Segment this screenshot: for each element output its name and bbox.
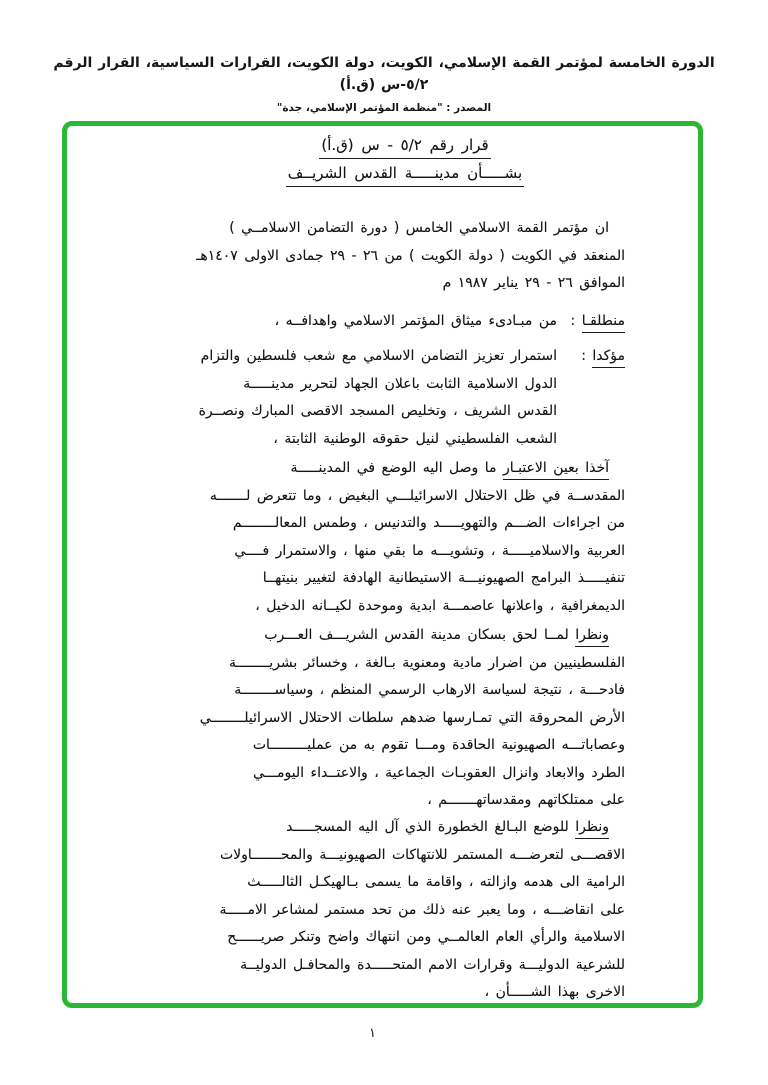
text-line: ونظرا للوضع البـالغ الخطورة الذي آل اليه المسجـــــد — [95, 814, 625, 842]
text-line: وعصاباتـــه الصهيونية الحاقدة ومـــا تقوم به من عمليـــــــــات — [252, 737, 625, 753]
text-line: الموافق ٢٦ - ٢٩ يناير ١٩٨٧ م — [442, 275, 625, 291]
text-line: فادحـــة ، نتيجة لسياسة الارهاب الرسمي المنظم ، وسياســــــــة — [234, 682, 625, 698]
header-citation-line: الدورة الخامسة لمؤتمر القمة الإسلامي، الكويت، دولة الكويت، القرارات السياسية، القرار الرقم ٥/٢-س (ق.أ) — [53, 55, 715, 93]
text-line: الاسلامية والرأي العام العالمــي ومن انتهاك واضح وتنكر صريــــــح — [227, 929, 625, 945]
header-source-line: المصدر : "منظمة المؤتمر الإسلامي، جدة" — [276, 102, 492, 114]
text-line: الفلسطينيين من اضرار مادية ومعنوية بـالغة ، وخسائر بشريــــــــة — [228, 654, 625, 671]
clause-label: منطلقـا : — [555, 308, 625, 336]
text-line: آخذا بعين الاعتبـار ما وصل اليه الوضع في المدينـــــة — [95, 455, 625, 483]
text-line: الاخرى بهذا الشـــــأن ، — [484, 984, 625, 1000]
paragraph-whereas-damages — [95, 622, 625, 815]
preamble-paragraph — [95, 215, 625, 298]
text-line: الأرض المحروقة التي تمـارسها ضدهم سلطات الاحتلال الاسرائيلــــــــي — [199, 709, 625, 726]
text-line: الشعب الفلسطيني لنيل حقوقه الوطنية الثابتة ، — [273, 430, 557, 447]
clause-muakkidan — [95, 343, 625, 453]
text-line: استمرار تعزيز التضامن الاسلامي مع شعب فلسطين والتزام — [200, 348, 557, 364]
text-line: من اجراءات الضـــم والتهويـــــد والتدنيس ، وطمس المعالــــــــم — [232, 515, 625, 531]
text-line: العربية والاسلاميـــــة ، وتشويـــه ما بقي منها ، والاستمرار فــــي — [234, 542, 625, 559]
decision-subject-title: بشـــــأن مدينـــــة القدس الشريــف — [286, 164, 524, 187]
decision-number-title: قرار رقم ٥/٢ - س (ق.أ) — [319, 136, 490, 159]
text-line: على ممتلكاتهم ومقدساتهـــــــم ، — [427, 792, 625, 808]
text-line: المقدســة في ظل الاحتلال الاسرائيلـــي البغيض ، وما تتعرض لـــــــه — [209, 487, 625, 504]
paragraph-considering — [95, 455, 625, 620]
text-line: الديمغرافية ، واعلانها عاصمـــة ابدية وموحدة لكيــانه الدخيل ، — [255, 597, 625, 614]
page-number: ١ — [369, 1026, 376, 1041]
text-line: من مبـادىء ميثاق المؤتمر الاسلامي واهدافــه ، — [274, 313, 557, 329]
text-line: ان مؤتمر القمة الاسلامي الخامس ( دورة التضامن الاسلامــي ) — [229, 220, 609, 236]
clause-muntaliqan — [95, 308, 625, 336]
text-line: المنعقد في الكويت ( دولة الكويت ) من ٢٦ - ٢٩ جمادى الاولى ١٤٠٧هـ — [196, 247, 625, 264]
clause-label: مؤكدا : — [555, 343, 625, 371]
text-line: الطرد والابعاد وانزال العقوبـات الجماعية ، والاعتــداء اليومـــي — [252, 764, 625, 781]
text-line: تنفيـــــذ البرامج الصهيونيـــة الاستيطانية الهادفة لتغيير بنيتهــا — [262, 570, 625, 586]
text-line: للشرعية الدوليـــة وقرارات الامم المتحـــــدة والمحافـل الدوليــة — [240, 956, 625, 973]
paragraph-whereas-aqsa — [95, 814, 625, 1007]
text-line: القدس الشريف ، وتخليص المسجد الاقصى المبارك ونصــرة — [198, 403, 557, 419]
text-line: الدول الاسلامية الثابت باعلان الجهاد لتحرير مدينـــــة — [243, 375, 557, 392]
text-line: على انقاضـــه ، وما يعبر عنه ذلك من تحد مستمر لمشاعر الامـــــة — [219, 901, 625, 918]
document-header — [40, 52, 728, 114]
decision-title-block — [275, 136, 535, 192]
text-line: الرامية الى هدمه وازالته ، واقامة ما يسمى بـالهيكـل الثالـــــث — [247, 874, 625, 890]
text-line: الاقصـــى لتعرضـــه المستمر للانتهاكات الصهيونيـــة والمحـــــــاولات — [219, 846, 625, 863]
text-line: ونظرا لمــا لحق بسكان مدينة القدس الشريـــف العـــرب — [95, 622, 625, 650]
